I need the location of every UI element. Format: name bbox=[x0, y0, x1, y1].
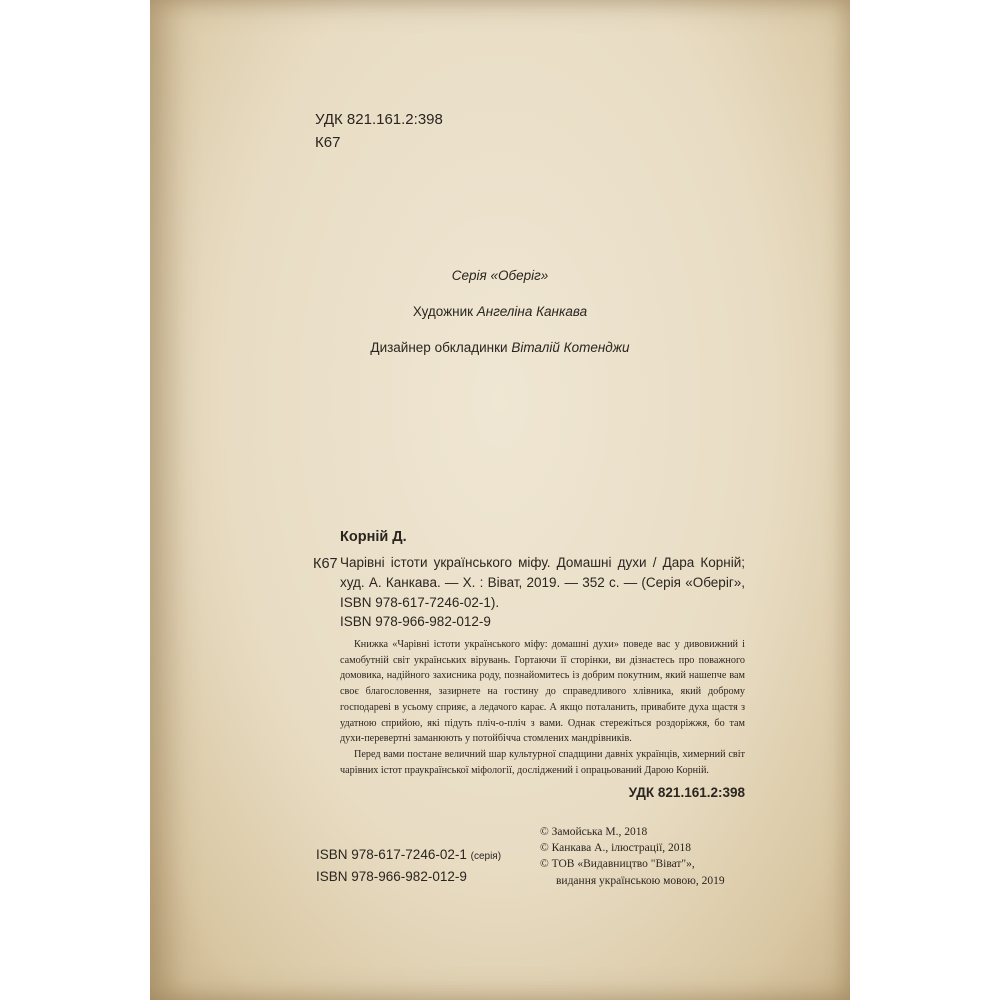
series-prefix: Серія bbox=[451, 268, 491, 283]
annotation bbox=[340, 637, 745, 778]
copyright-line: © Замойська М., 2018 bbox=[540, 826, 648, 838]
biblio-description: Чарівні істоти українського міфу. Домашні духи / Дара Корній; худ. А. Канкава. — Х. : Віват, 2019. — 352 с. — (Серія «Оберіг», ISBN 978-617-7246-02-1). bbox=[340, 555, 745, 610]
author-heading: Корній Д. bbox=[340, 529, 407, 545]
series-name: «Оберіг» bbox=[490, 268, 549, 283]
udk-header bbox=[315, 108, 443, 154]
series-isbn-line bbox=[316, 845, 501, 867]
annotation-paragraph: Книжка «Чарівні істоти українського міфу: домашні духи» поведе вас у дивовижний і самобутній світ українських вірувань. Гортаючи її сторінки, ви дізнаєтесь про поважного домовика, надійного захисника роду, познайомитесь із добрим покутним, який нашепче вам своє благословення, зазирнете на гостину до справедливого хлівника, який доброму господареві в усьому сприяє, а ледачого карає. А якщо поталанить, привабите духа щастя з удатною сприйою, які підуть пліч-о-пліч з вами. Однак стережіться роздоріжжя, бо там духи-перевертні заманюють у потойбічча стомлених мандрівників. bbox=[340, 639, 745, 745]
artist-name: Ангеліна Канкава bbox=[476, 304, 588, 319]
designer-name: Віталій Котенджи bbox=[511, 340, 630, 355]
book-isbn: ISBN 978-966-982-012-9 bbox=[316, 869, 467, 884]
series-line bbox=[150, 268, 850, 283]
series-isbn: ISBN 978-617-7246-02-1 bbox=[316, 847, 467, 862]
artist-line bbox=[150, 304, 850, 319]
copyright-line: © ТОВ «Видавництво "Віват"», bbox=[540, 858, 695, 871]
biblio-code: К67 bbox=[313, 556, 338, 572]
biblio-isbn: ISBN 978-966-982-012-9 bbox=[340, 614, 491, 629]
copyright-line: видання українською мовою, 2019 bbox=[556, 874, 725, 887]
author-sign-code: К67 bbox=[315, 134, 341, 151]
designer-line bbox=[150, 340, 850, 355]
designer-role: Дизайнер обкладинки bbox=[370, 340, 512, 355]
copyright-block bbox=[540, 824, 725, 889]
udk-code: УДК 821.161.2:398 bbox=[315, 111, 443, 128]
artist-role: Художник bbox=[412, 304, 477, 319]
udk-footer: УДК 821.161.2:398 bbox=[628, 785, 745, 800]
annotation-paragraph: Перед вами постане величний шар культурної спадщини давніх українців, химерний світ чарівних істот праукраїнської міфології, досліджений і опрацьований Дарою Корній. bbox=[340, 748, 745, 776]
series-isbn-note: (серія) bbox=[470, 851, 502, 862]
copyright-line: © Канкава А., ілюстрації, 2018 bbox=[540, 842, 692, 855]
isbn-list bbox=[316, 845, 501, 887]
